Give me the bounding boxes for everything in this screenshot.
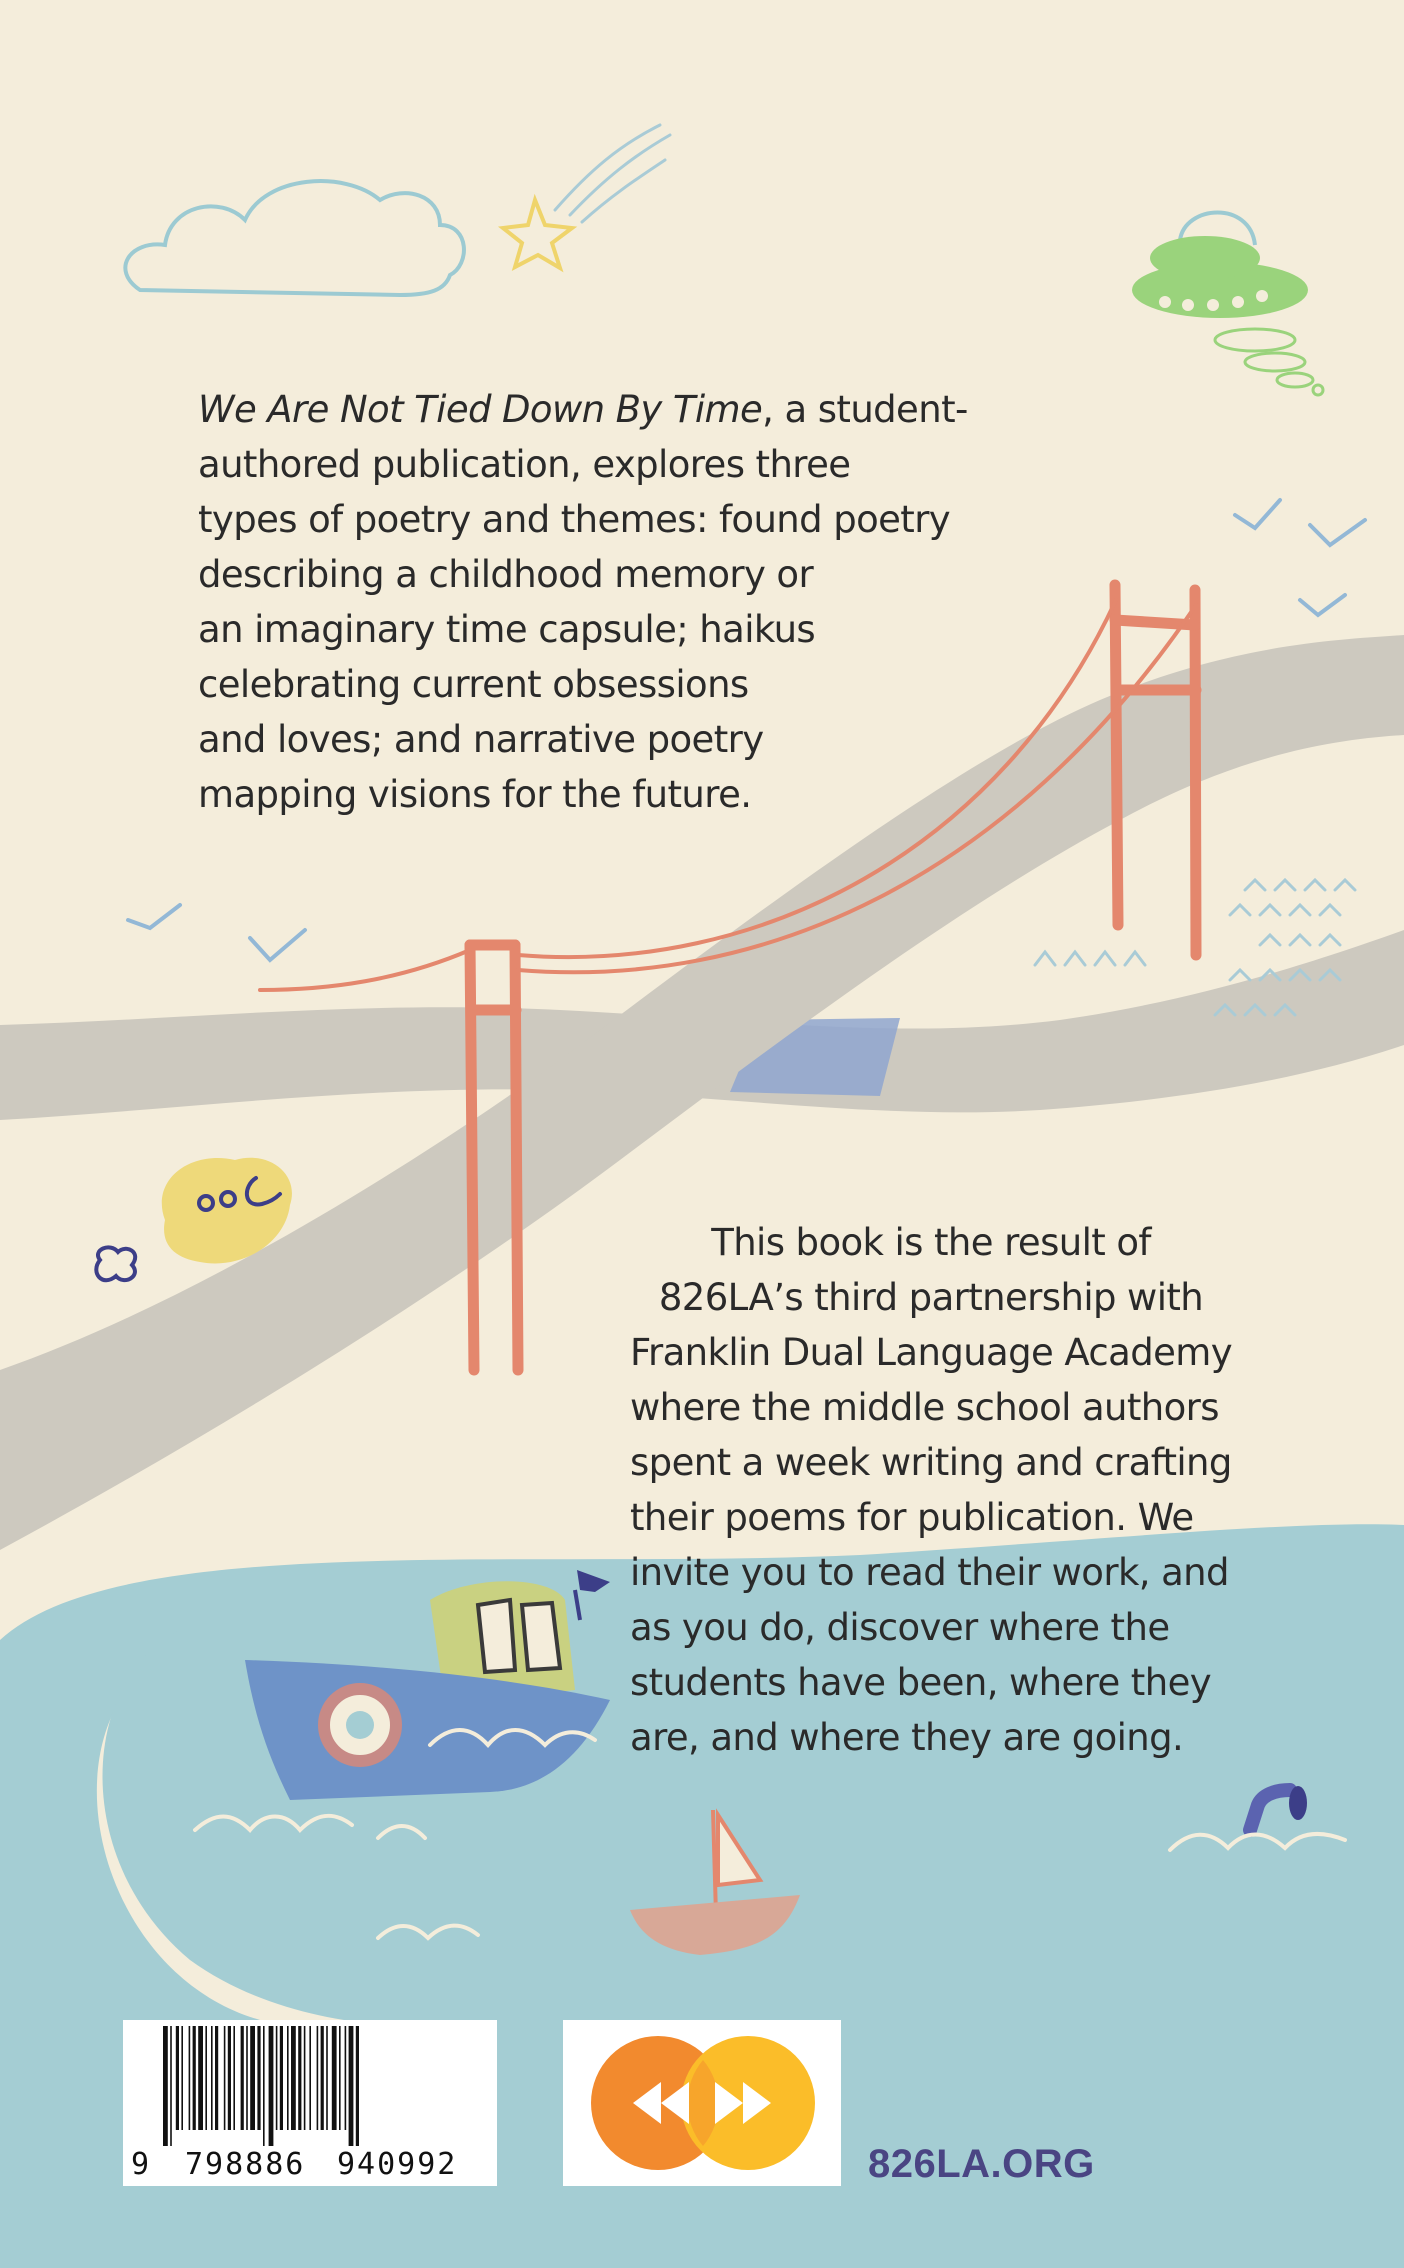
barcode-bar	[181, 2026, 183, 2130]
barcode-bar	[304, 2026, 306, 2130]
barcode-bar	[189, 2026, 191, 2130]
blurb-partnership	[630, 1215, 1232, 1765]
blurb-intro-line-2: authored publication, explores three	[198, 443, 851, 486]
shooting-star-drawing	[503, 125, 670, 268]
blurb-intro-line-1-rest: , a student-	[762, 388, 968, 431]
barcode-bar	[280, 2026, 283, 2130]
blurb-partnership-line-10: are, and where they are going.	[630, 1716, 1184, 1759]
barcode-bar	[298, 2026, 301, 2130]
barcode-bar	[170, 2026, 172, 2146]
blurb-intro-line-7: and loves; and narrative poetry	[198, 718, 764, 761]
barcode-bar	[287, 2026, 289, 2130]
barcode-bar	[356, 2026, 359, 2146]
barcode-bars	[137, 2026, 483, 2146]
barcode-bar	[163, 2026, 168, 2146]
ufo-drawing	[1132, 213, 1323, 396]
barcode-bar	[263, 2026, 265, 2146]
isbn-barcode	[123, 2020, 497, 2186]
blurb-intro-line-4: describing a childhood memory or	[198, 553, 814, 596]
barcode-bar	[193, 2026, 196, 2130]
barcode-bar	[198, 2026, 203, 2130]
barcode-bar	[205, 2026, 207, 2130]
barcode-bar	[250, 2026, 255, 2130]
barcode-bar	[291, 2026, 296, 2130]
barcode-bar	[215, 2026, 218, 2130]
barcode-bar	[246, 2026, 248, 2130]
website-link[interactable]: 826LA.ORG	[868, 2142, 1095, 2186]
barcode-bar	[317, 2026, 319, 2130]
blurb-partnership-line-5: spent a week writing and crafting	[630, 1441, 1232, 1484]
logo-graphic	[563, 2020, 841, 2186]
blurb-partnership-line-9: students have been, where they	[630, 1661, 1212, 1704]
barcode-bar	[233, 2026, 235, 2130]
barcode-bar	[176, 2026, 179, 2130]
blurb-partnership-line-4: where the middle school authors	[630, 1386, 1219, 1429]
barcode-bar	[224, 2026, 226, 2130]
barcode-digits-group-2: 940992	[337, 2147, 458, 2182]
barcode-bar	[321, 2026, 324, 2130]
barcode-bar	[228, 2026, 231, 2130]
blurb-intro-line-5: an imaginary time capsule; haikus	[198, 608, 816, 651]
barcode-bar	[211, 2026, 213, 2130]
blurb-intro-line-1	[198, 382, 968, 437]
blurb-partnership-line-6: their poems for publication. We	[630, 1496, 1194, 1539]
barcode-bar	[257, 2026, 260, 2130]
book-title-italic: We Are Not Tied Down By Time	[198, 388, 763, 431]
blurb-intro-line-8: mapping visions for the future.	[198, 773, 752, 816]
blurb-partnership-line-2: 826LA’s third partnership with	[658, 1276, 1204, 1319]
blurb-intro	[198, 382, 968, 822]
barcode-bar	[269, 2026, 274, 2146]
blurb-partnership-line-7: invite you to read their work, and	[630, 1551, 1229, 1594]
blurb-partnership-line-3: Franklin Dual Language Academy	[630, 1331, 1233, 1374]
barcode-bar	[332, 2026, 337, 2130]
publisher-logo	[563, 2020, 841, 2186]
blurb-intro-line-3: types of poetry and themes: found poetry	[198, 498, 951, 541]
blurb-intro-line-6: celebrating current obsessions	[198, 663, 749, 706]
barcode-prefix-digit: 9	[131, 2147, 150, 2182]
barcode-bar	[349, 2026, 354, 2146]
cloud-drawing	[125, 181, 464, 295]
barcode-bar	[241, 2026, 244, 2130]
barcode-bar	[326, 2026, 328, 2130]
barcode-digits-group-1: 798886	[185, 2147, 306, 2182]
blurb-partnership-line-1: This book is the result of	[711, 1221, 1151, 1264]
blurb-partnership-line-8: as you do, discover where the	[630, 1606, 1170, 1649]
barcode-bar	[339, 2026, 341, 2130]
barcode-bar	[345, 2026, 347, 2130]
barcode-bar	[309, 2026, 311, 2130]
barcode-bar	[276, 2026, 278, 2130]
